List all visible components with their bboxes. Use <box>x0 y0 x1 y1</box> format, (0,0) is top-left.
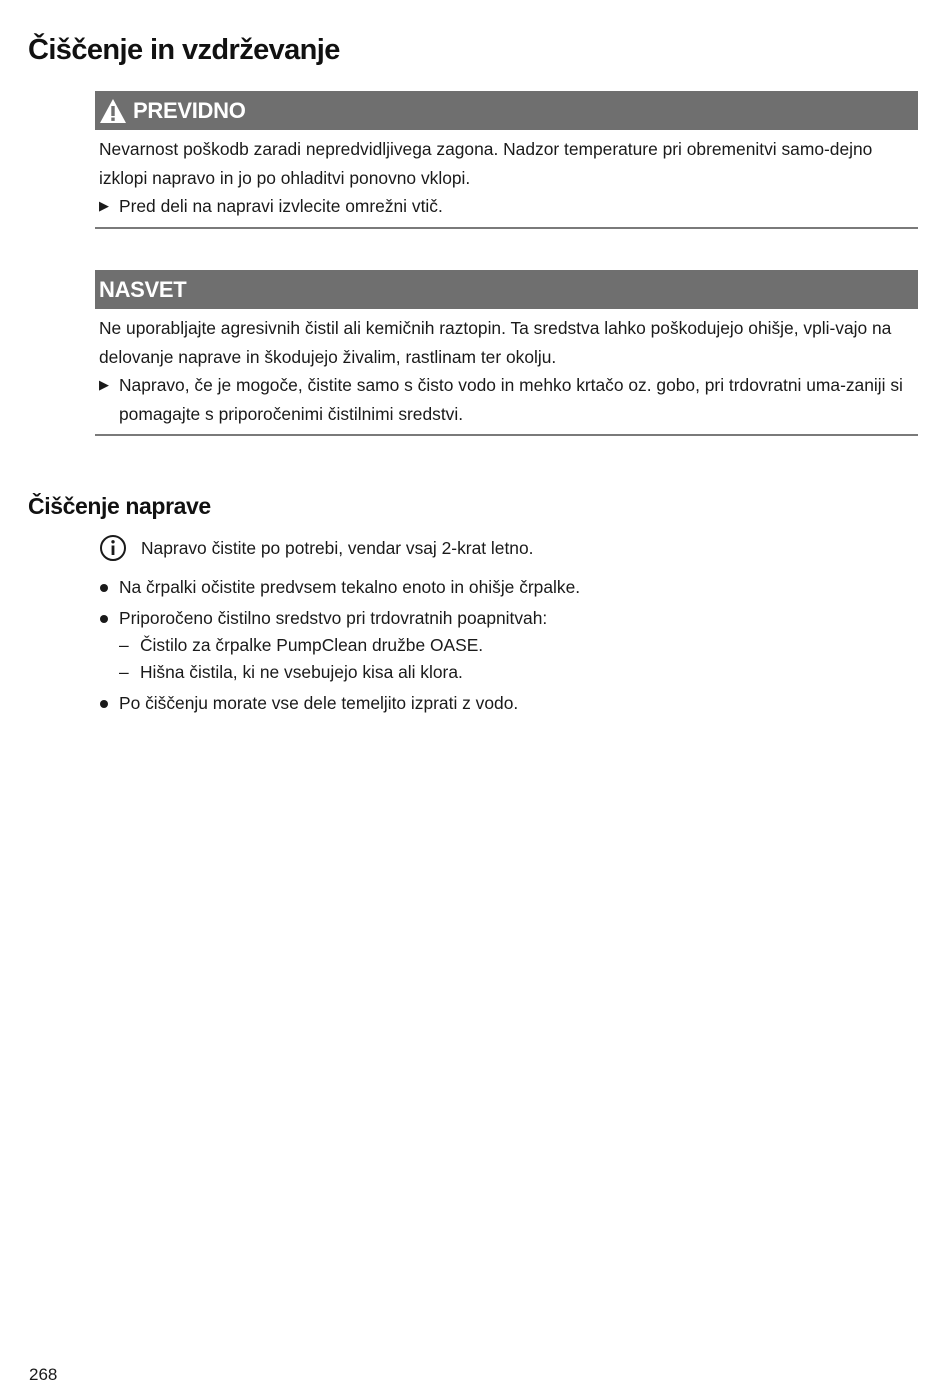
page-number: 268 <box>29 1365 58 1384</box>
sub-list-item <box>119 659 547 686</box>
step-arrow-icon: ▶ <box>99 377 109 392</box>
step-arrow-icon: ▶ <box>99 198 109 213</box>
list-item-text: Priporočeno čistilno sredstvo pri trdovratnih poapnitvah: <box>119 608 548 628</box>
section-title: Čiščenje naprave <box>28 493 211 519</box>
list-item-text: Po čiščenju morate vse dele temeljito izprati z vodo. <box>119 693 519 713</box>
page-title: Čiščenje in vzdrževanje <box>28 34 340 66</box>
tip-notice <box>95 270 918 436</box>
list-item <box>99 574 919 601</box>
sub-list <box>119 632 547 686</box>
bullet-icon <box>99 574 119 601</box>
tip-step-text: Napravo, če je mogoče, čistite samo s čisto vodo in mehko krtačo oz. gobo, pri trdovratni uma-zaniji si pomagajte s priporočenimi čistilnimi sredstvi. <box>119 375 903 424</box>
tip-heading: NASVET <box>99 276 187 302</box>
list-item <box>99 690 919 717</box>
info-note <box>99 534 533 562</box>
warning-notice <box>95 91 918 229</box>
warning-step <box>99 192 914 221</box>
dash-marker: – <box>119 635 129 655</box>
bullet-icon <box>99 690 119 717</box>
tip-header <box>95 270 918 309</box>
tip-step <box>99 371 914 428</box>
sub-list-item-text: Čistilo za črpalke PumpClean družbe OASE. <box>140 635 484 655</box>
warning-text: Nevarnost poškodb zaradi nepredvidljivega zagona. Nadzor temperature pri obremenitvi samo-dejno izklopi napravo in jo po ohladitvi ponovno vklopi. <box>99 139 873 188</box>
list-item-content <box>119 605 547 686</box>
warning-header <box>95 91 918 130</box>
list-item-text: Na črpalki očistite predvsem tekalno enoto in ohišje črpalke. <box>119 577 581 597</box>
cleaning-list <box>99 574 919 721</box>
info-circle-icon <box>99 534 127 562</box>
warning-step-text: Pred deli na napravi izvlecite omrežni vtič. <box>119 196 443 216</box>
warning-heading: PREVIDNO <box>133 97 246 123</box>
sub-list-item <box>119 632 547 659</box>
list-item <box>99 605 919 686</box>
tip-text: Ne uporabljajte agresivnih čistil ali kemičnih raztopin. Ta sredstva lahko poškodujejo ohišje, vpli-vajo na delovanje naprave in škodujejo živalim, rastlinam ter okolju. <box>99 318 892 367</box>
bullet-icon <box>99 605 119 686</box>
sub-list-item-text: Hišna čistila, ki ne vsebujejo kisa ali klora. <box>140 662 463 682</box>
tip-body <box>95 309 918 434</box>
warning-triangle-icon <box>99 98 127 124</box>
warning-body <box>95 130 918 227</box>
info-text: Napravo čistite po potrebi, vendar vsaj 2-krat letno. <box>141 537 534 558</box>
dash-marker: – <box>119 662 129 682</box>
